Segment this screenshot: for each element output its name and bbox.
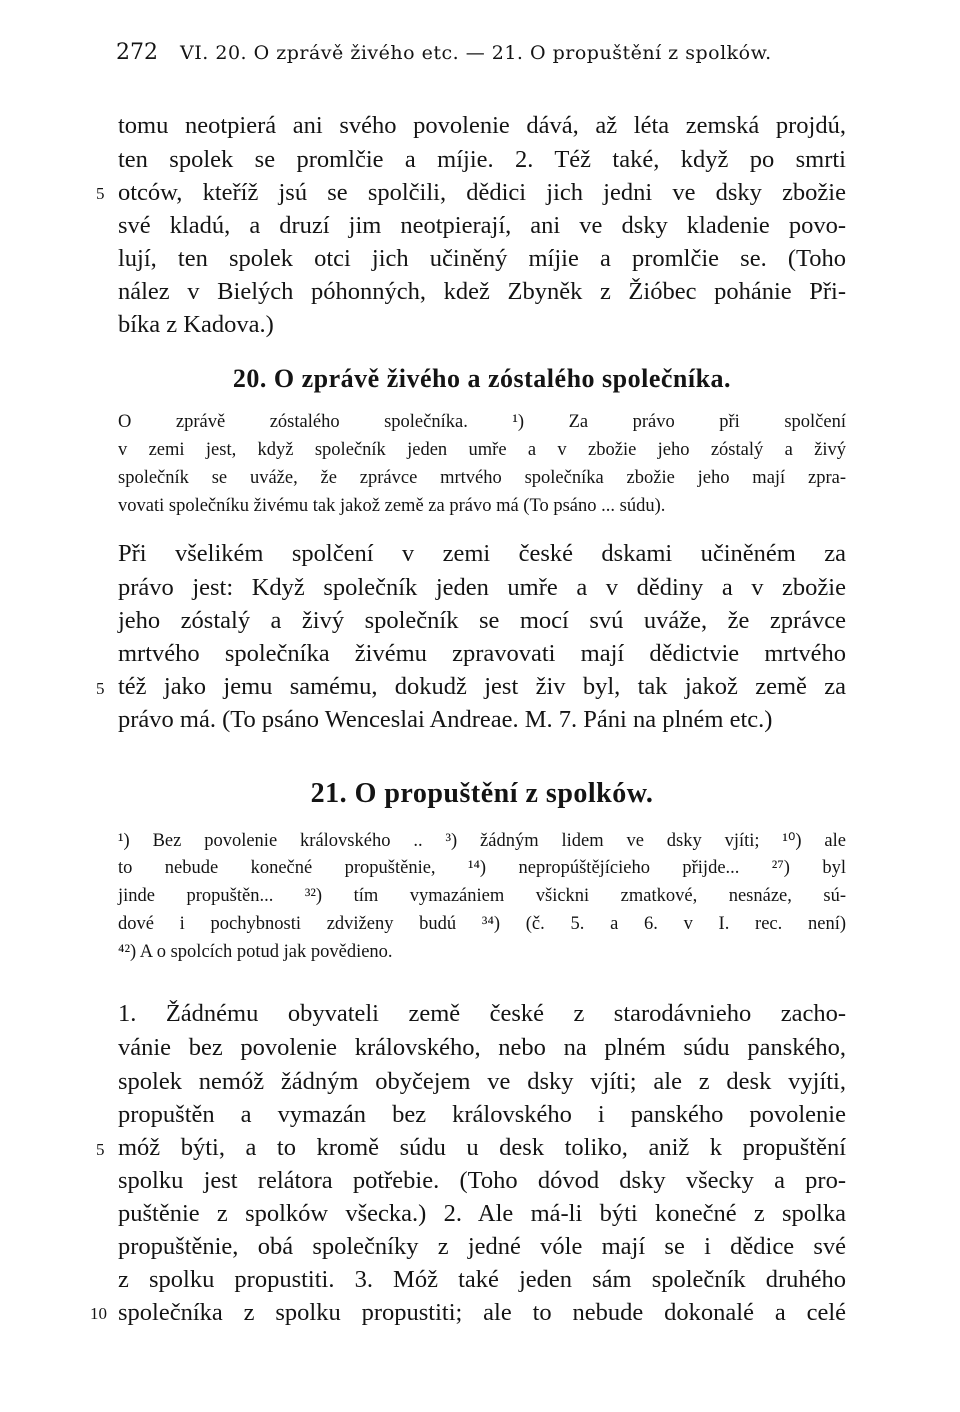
variant-line: ¹) Bez povolenie královského .. ³) žádným lidem ve dsky vjíti; ¹⁰) ale: [118, 831, 846, 851]
text-line: právo má. (To psáno Wenceslai Andreae. M. 7. Páni na plném etc.): [118, 706, 773, 733]
text-line: své kladú, a druzí jim neotpierají, ani ve dsky kladenie povo-: [118, 212, 846, 239]
text-line: vánie bez povolenie královského, nebo na plném súdu panského,: [118, 1034, 846, 1061]
summary-line: vovati společníku živému tak jakož země za právo má (To psáno ... súdu).: [118, 496, 666, 516]
summary-line: v zemi jest, když společník jeden umře a v zbožie jeho zóstalý a živý: [118, 440, 846, 460]
text-line: též jako jemu samému, dokudž jest živ byl, tak jakož země za: [118, 673, 846, 700]
text-line: propuštěn a vymazán bez královského i panského povolenie: [118, 1101, 846, 1128]
text-line: z spolku propustiti. 3. Móž také jeden sám společník druhého: [118, 1266, 846, 1293]
running-head-text: VI. 20. O zprávě živého etc. — 21. O propuštění z spolków.: [180, 42, 772, 64]
line-number: 5: [96, 184, 105, 203]
section-heading-21: 21. O propuštění z spolków.: [310, 778, 654, 809]
text-line: ten spolek se promlčie a míjie. 2. Též také, když po smrti: [118, 146, 846, 173]
variant-line: dové i pochybnosti zdviženy budú ³⁴) (č. 5. a 6. v I. rec. není): [118, 914, 846, 934]
text-line: nález v Bielých póhonných, kdež Zbyněk z Žióbec pohánie Při-: [118, 278, 846, 305]
variant-line: ⁴²) A o spolcích potud jak povědieno.: [118, 942, 393, 962]
text-line: společníka z spolku propustiti; ale to nebude dokonalé a celé: [118, 1299, 846, 1326]
line-number: 5: [96, 1140, 105, 1159]
running-head: [116, 40, 846, 76]
page-number: 272: [116, 40, 158, 65]
text-line: mrtvého společníka živému zpravovati mají dědictvie mrtvého: [118, 640, 846, 667]
summary-line: společník se uváže, že zprávce mrtvého společníka zbožie jeho mají zpra-: [118, 468, 846, 488]
variant-line: jinde propuštěn... ³²) tím vymazániem všickni zmatkové, nesnáze, sú-: [118, 886, 846, 906]
text-line: propuštěnie, obá společníky z jedné vóle mají se i dědice své: [118, 1233, 846, 1260]
text-line: bíka z Kadova.): [118, 311, 274, 338]
text-line: lují, ten spolek otci jich učiněný míjie a promlčie se. (Toho: [118, 245, 846, 272]
text-line: puštěnie z spolków všecka.) 2. Ale má-li býti konečné z spolka: [118, 1200, 846, 1227]
line-number: 10: [90, 1304, 107, 1323]
text-line: otców, kteříž jsú se spolčili, dědici jich jedni ve dsky zbožie: [118, 179, 846, 206]
text-line: jeho zóstalý a živý společník se mocí svú uváže, že zprávce: [118, 607, 846, 634]
text-line: móž býti, a to kromě súdu u desk toliko, aniž k propuštění: [118, 1134, 846, 1161]
text-line: Při všelikém spolčení v zemi české dskami učiněném za: [118, 540, 846, 567]
summary-line: O zprávě zóstalého společníka. ¹) Za právo při spolčení: [118, 412, 846, 432]
text-line: spolek nemóž žádným obyčejem ve dsky vjíti; ale z desk vyjíti,: [118, 1068, 846, 1095]
variant-line: to nebude konečné propuštěnie, ¹⁴) nepropúštějícieho přijde... ²⁷) byl: [118, 858, 846, 878]
section-heading-20: 20. O zprávě živého a zóstalého společníka.: [232, 364, 732, 393]
text-line: spolku jest relátora potřebie. (Toho dóvod dsky všecky a pro-: [118, 1167, 846, 1194]
text-line: právo jest: Když společník jeden umře a v dědiny a v zbožie: [118, 574, 846, 601]
text-line: tomu neotpierá ani svého povolenie dává, až léta zemská projdú,: [118, 112, 846, 139]
text-line: 1. Žádnému obyvateli země české z starodávnieho zacho-: [118, 1000, 846, 1027]
line-number: 5: [96, 679, 105, 698]
